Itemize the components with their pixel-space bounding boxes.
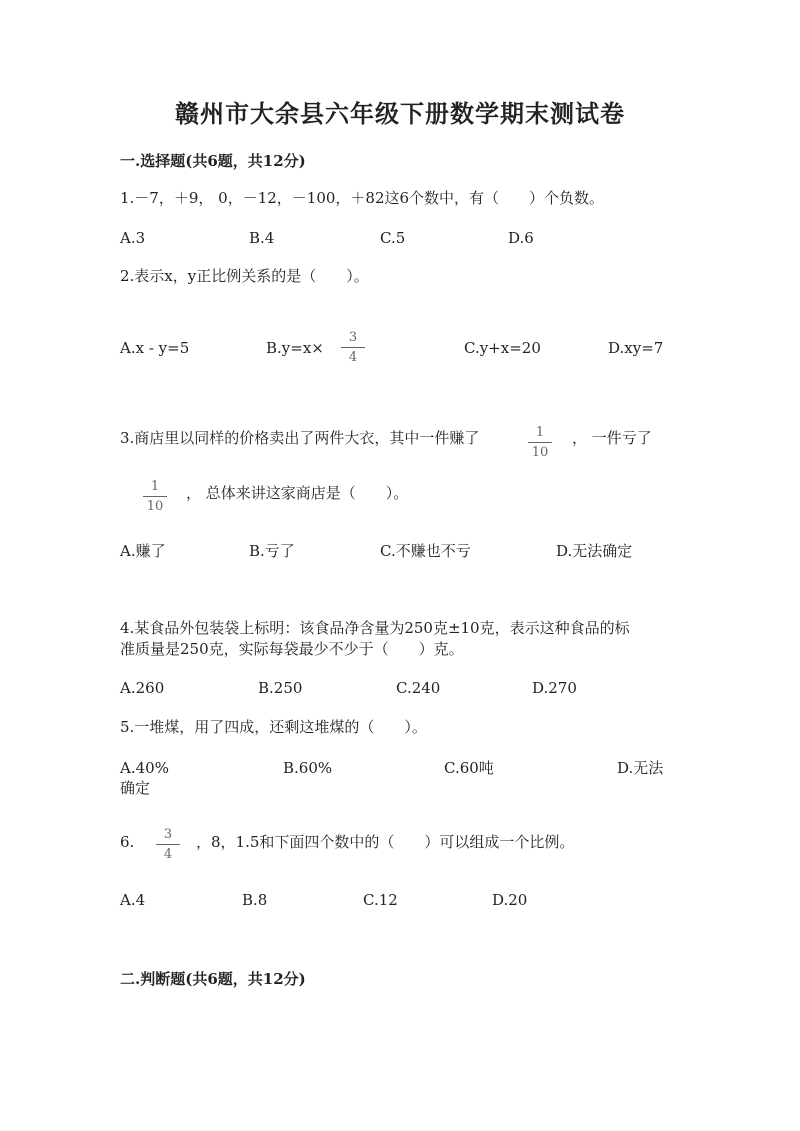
q6-option-b: B.8	[242, 891, 268, 909]
question-3-text-a: 3.商店里以同样的价格卖出了两件大衣，其中一件赚了	[120, 429, 480, 447]
fraction-bar	[528, 442, 552, 443]
question-3-text-b: ， 一件亏了	[572, 429, 652, 447]
fraction-numerator: 3	[163, 827, 173, 842]
q3-fraction-2	[143, 479, 167, 514]
q4-option-c: C.240	[396, 679, 441, 697]
question-1-text: 1.－7，＋9， 0，－12，－100，＋82这6个数中，有（ ）个负数。	[120, 189, 605, 207]
question-6-text: ，8，1.5和下面四个数中的（ ）可以组成一个比例。	[196, 833, 575, 851]
q1-option-d: D.6	[508, 229, 534, 247]
q4-option-b: B.250	[258, 679, 303, 697]
question-5-text: 5.一堆煤，用了四成，还剩这堆煤的（ ）。	[120, 718, 427, 736]
question-6-number: 6.	[120, 833, 135, 851]
q6-option-a: A.4	[120, 891, 146, 909]
q3-option-a: A.赚了	[120, 542, 166, 560]
fraction-denominator: 4	[163, 847, 173, 862]
fraction-denominator: 4	[348, 350, 358, 365]
q3-fraction-1	[528, 425, 552, 460]
fraction-bar	[341, 347, 365, 348]
q3-option-c: C.不赚也不亏	[380, 542, 471, 560]
q5-option-d-wrap: 确定	[120, 779, 151, 797]
q1-option-b: B.4	[249, 229, 275, 247]
q5-option-d: D.无法	[617, 759, 664, 777]
q1-option-c: C.5	[380, 229, 406, 247]
question-4-line-1: 4.某食品外包装袋上标明：该食品净含量为250克±10克，表示这种食品的标	[120, 619, 630, 637]
q2-option-c: C.y+x=20	[464, 339, 541, 357]
q1-option-a: A.3	[120, 229, 146, 247]
section-heading-choice: 一.选择题(共6题，共12分)	[120, 152, 306, 170]
question-3-text-c: ， 总体来讲这家商店是（ ）。	[186, 484, 409, 502]
fraction-bar	[156, 844, 180, 845]
q3-option-d: D.无法确定	[556, 542, 633, 560]
q6-fraction	[156, 827, 180, 862]
q5-option-c: C.60吨	[444, 759, 494, 777]
q6-option-d: D.20	[492, 891, 528, 909]
q3-option-b: B.亏了	[249, 542, 295, 560]
q5-option-a: A.40%	[120, 759, 169, 777]
q2-fraction	[341, 330, 365, 365]
q6-option-c: C.12	[363, 891, 398, 909]
q2-option-d: D.xy=7	[608, 339, 664, 357]
section-heading-judgment: 二.判断题(共6题，共12分)	[120, 970, 306, 988]
fraction-numerator: 1	[535, 425, 545, 440]
q2-option-a: A.x - y=5	[120, 339, 190, 357]
q2-option-b: B.y=x×	[266, 339, 324, 357]
fraction-bar	[143, 496, 167, 497]
question-4-line-2: 准质量是250克，实际每袋最少不少于（ ）克。	[120, 640, 464, 658]
question-2-text: 2.表示x，y正比例关系的是（ ）。	[120, 267, 369, 285]
q4-option-d: D.270	[532, 679, 577, 697]
fraction-numerator: 1	[150, 479, 160, 494]
page-title: 赣州市大余县六年级下册数学期末测试卷	[175, 99, 625, 128]
fraction-denominator: 10	[146, 499, 164, 514]
fraction-denominator: 10	[531, 445, 549, 460]
q4-option-a: A.260	[120, 679, 165, 697]
fraction-numerator: 3	[348, 330, 358, 345]
q5-option-b: B.60%	[283, 759, 333, 777]
